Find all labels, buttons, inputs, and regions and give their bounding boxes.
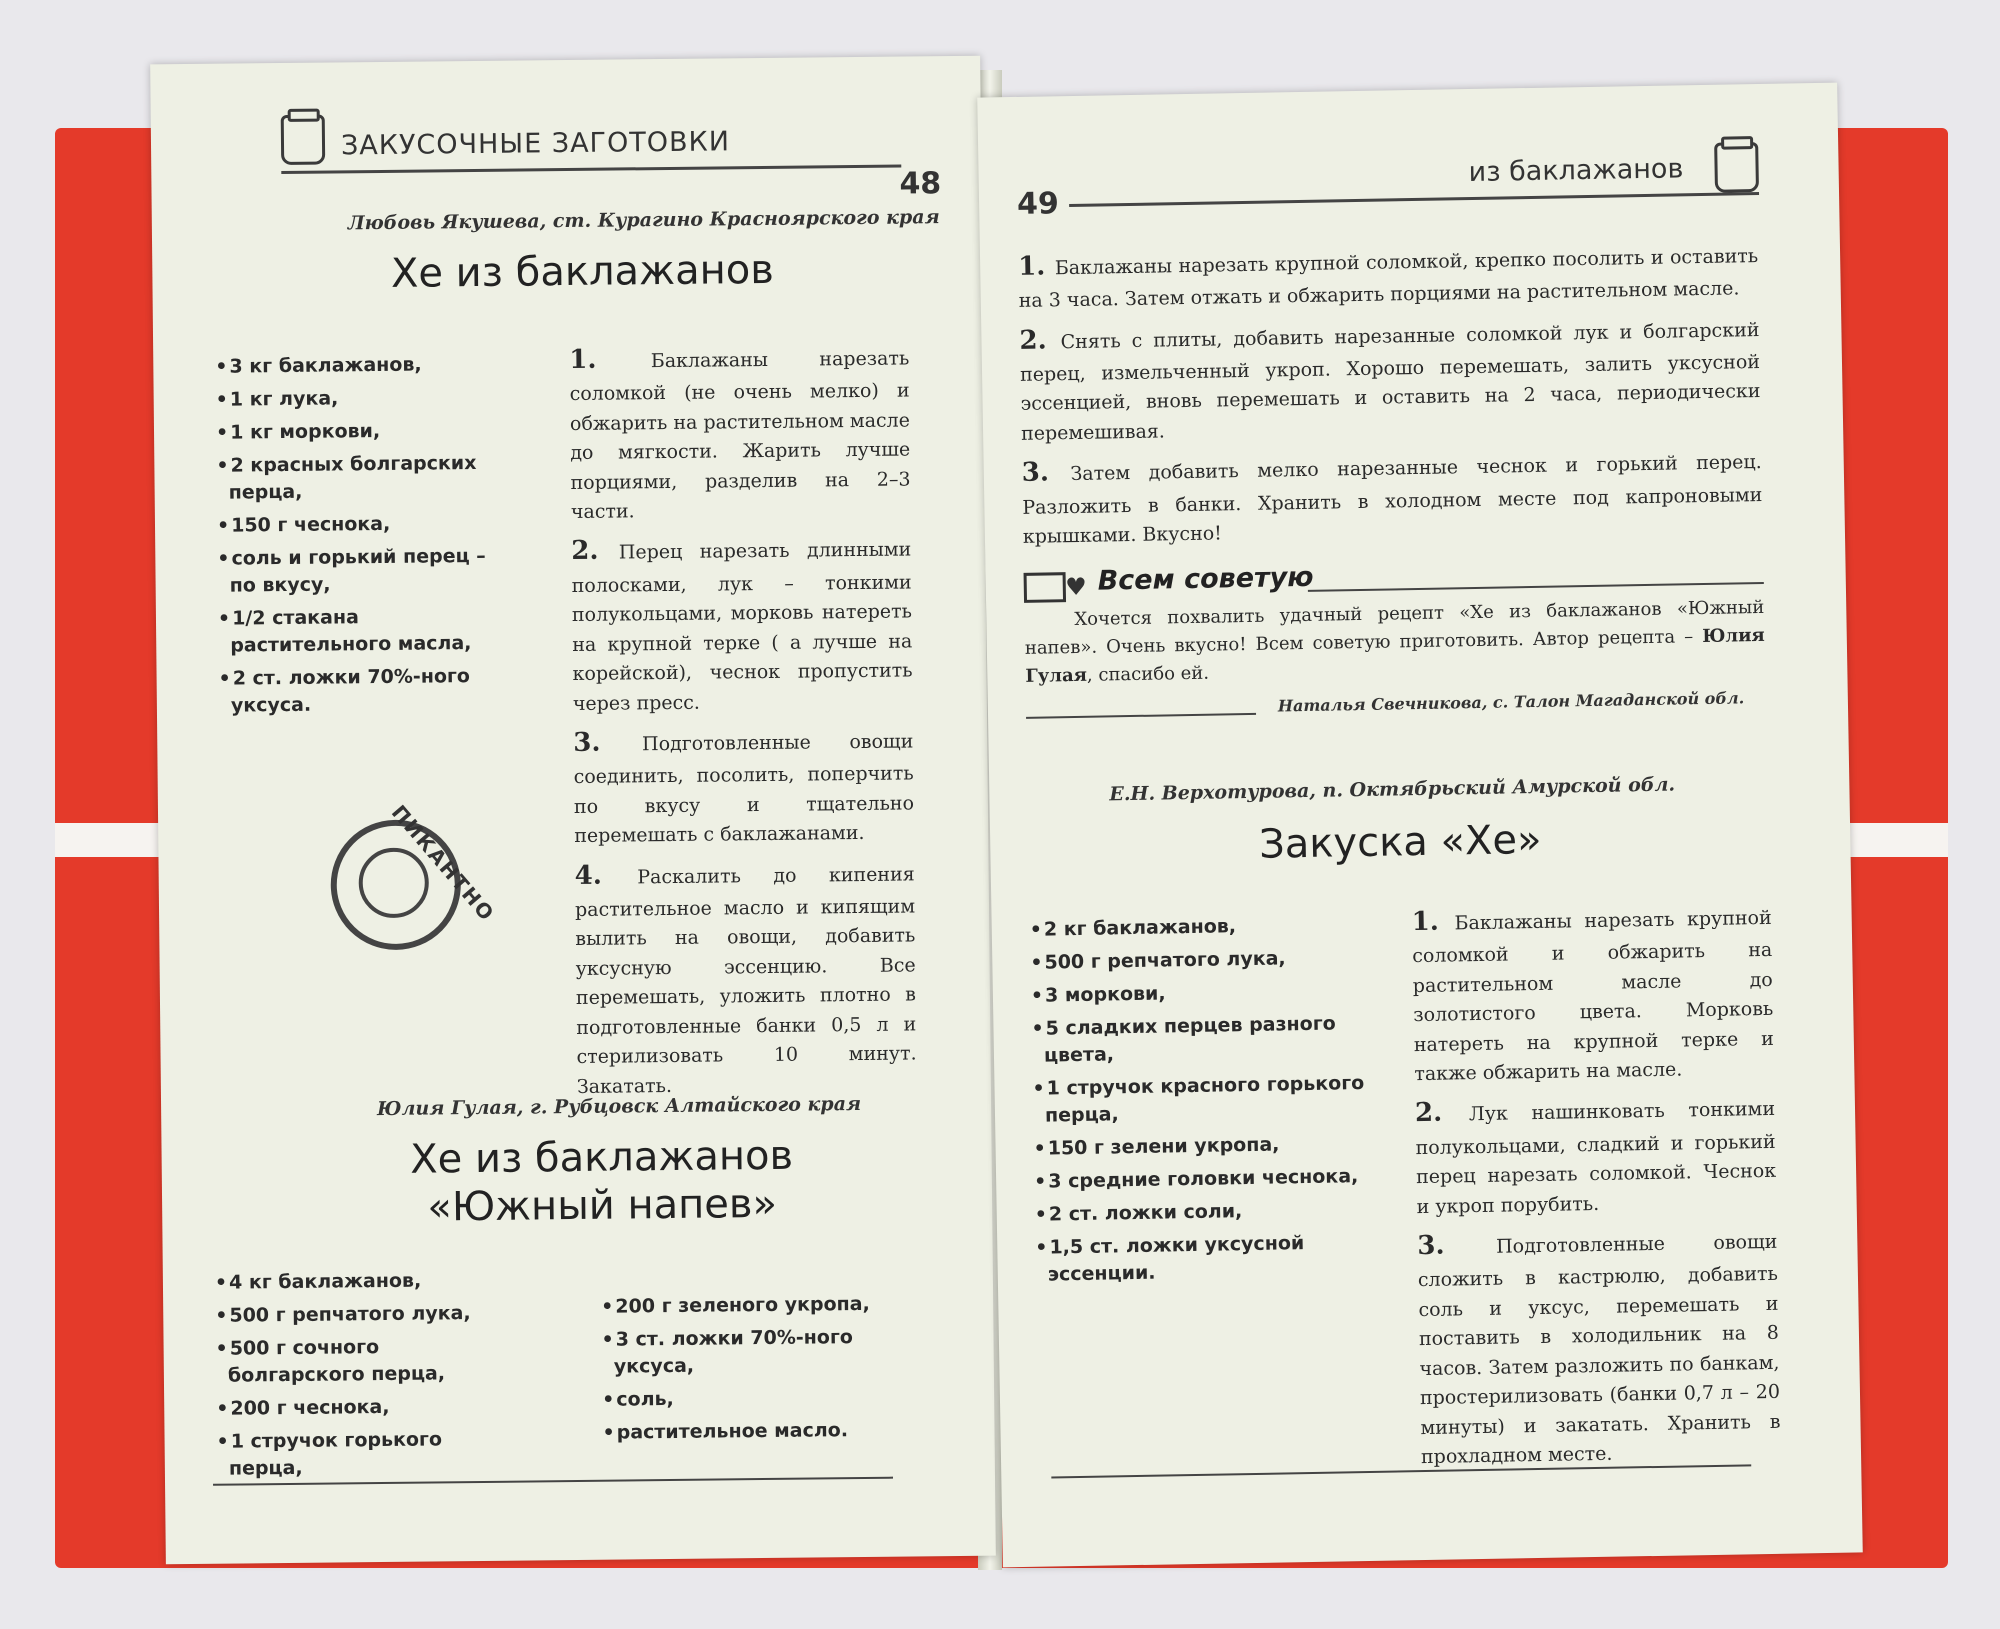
recipe3-ingredient: • 2 ст. ложки соли, [1035, 1196, 1375, 1229]
recipe3-step-text: Лук нашинковать тонкими полукольцами, сладкий и горький перец нарезать соломкой. Чеснок и укроп порубить. [1415, 1098, 1777, 1218]
recipe3-step [1417, 1220, 1781, 1473]
recipe1-ingredient: • 3 кг баклажанов, [215, 351, 495, 381]
recipe1-ingredient: • соль и горький перец – по вкусу, [217, 543, 498, 600]
recipe1-step-text: Раскалить до кипения растительное масло и кипящим вылить на овощи, добавить уксусную эссенцию. Все перемешать, уложить плотно в подготовленные банки 0,5 л и стерилизовать 10 минут. Закатать. [574, 863, 917, 1098]
recipe2-ingredient: • 200 г зеленого укропа, [601, 1290, 921, 1320]
recipe3-author: Е.Н. Верхотурова, п. Октябрьский Амурской обл. [1109, 773, 1676, 806]
recipe3-step [1411, 896, 1774, 1090]
recipe3-steps [1411, 896, 1781, 1477]
envelope-heart-icon [1024, 572, 1067, 603]
recipe1-step [569, 336, 911, 527]
recipe3-title: Закуска «Хе» [1258, 816, 1542, 868]
header-rule-right [1069, 192, 1759, 207]
recipe3-step-text: Подготовленные овощи сложить в кастрюлю, добавить соль и уксус, перемешать и поставить в холодильник на 8 часов. Затем разложить по банкам, простерилизовать (банки 0,7 л – 20 минуты) и закатать. Хранить в прохладном месте. [1417, 1230, 1781, 1469]
tip-rule [1308, 582, 1764, 592]
recipe2-step [1018, 234, 1759, 317]
recipe2-step-text: Затем добавить мелко нарезанные чеснок и горький перец. Разложить в банки. Хранить в холодном месте под капроновыми крышками. Вкусно! [1022, 451, 1763, 548]
recipe1-step [571, 528, 913, 719]
recipe1-step [574, 852, 917, 1102]
recipe2-step-number: 1. [1017, 251, 1056, 282]
left-page [150, 56, 996, 1565]
spicy-stamp [330, 819, 461, 950]
stamp-label: ПИКАНТНО [386, 800, 500, 927]
recipe3-step-text: Баклажаны нарезать крупной соломкой и обжарить на растительном масле до золотистого цвета. Морковь натереть на крупной терке и также обжарить на масле. [1412, 906, 1774, 1086]
recipe2-ingredients-col2 [601, 1290, 923, 1452]
signature-rule [1026, 713, 1256, 719]
recipe2-ingredient: • 3 ст. ложки 70%-ного уксуса, [601, 1323, 922, 1380]
recipe2-ingredient: • 4 кг баклажанов, [215, 1267, 515, 1297]
tip-author: Юлия Гулая [1025, 624, 1765, 687]
left-page-header: ЗАКУСОЧНЫЕ ЗАГОТОВКИ [340, 126, 731, 162]
recipe2-step [1019, 308, 1761, 450]
right-page-header: из баклажанов [1468, 153, 1684, 189]
right-page [977, 83, 1863, 1568]
recipe3-ingredient: • 1 стручок красного горького перца, [1032, 1070, 1373, 1130]
left-page-number: 48 [899, 166, 942, 202]
recipe3-ingredient: • 3 средние головки чеснока, [1034, 1163, 1374, 1196]
recipe1-author: Любовь Якушева, ст. Курагино Красноярского края [347, 206, 940, 235]
recipe2-step-text: Снять с плиты, добавить нарезанные соломкой лук и болгарский перец, измельченный укроп. Хорошо перемешать, залить уксусной эссенцией, вновь перемешать и оставить на 2 часа, периодически перемешивая. [1019, 318, 1761, 445]
recipe2-ingredient: • 1 стручок горького перца, [216, 1425, 517, 1482]
recipe3-step-number: 2. [1414, 1097, 1470, 1129]
recipe1-step-number: 3. [573, 727, 643, 758]
tip-text-end: , спасибо ей. [1086, 662, 1210, 686]
recipe2-ingredient: • 200 г чеснока, [216, 1393, 516, 1423]
recipe2-title-line2: «Южный напев» [427, 1180, 778, 1231]
tip-body [1024, 594, 1765, 691]
recipe2-ingredient: • 500 г сочного болгарского перца, [215, 1333, 516, 1390]
recipe2-step-number: 2. [1019, 324, 1061, 356]
recipe1-ingredients [215, 351, 499, 726]
recipe1-steps [569, 336, 917, 1105]
recipe1-step [573, 719, 914, 851]
recipe3-ingredient: • 3 моркови, [1031, 977, 1371, 1010]
recipe1-step-text: Перец нарезать длинными полосками, лук – тонкими полукольцами, морковь натереть на крупной терке ( а лучше на корейской), чеснок пропустить через пресс. [571, 538, 913, 715]
stamp-inner-ring [358, 848, 429, 919]
recipe2-ingredients-col1 [215, 1267, 517, 1489]
tip-text: Хочется похвалить удачный рецепт «Хе из баклажанов «Южный напев». Очень вкусно! Всем советую приготовить. Автор рецепта – [1024, 596, 1765, 659]
recipe2-ingredient: • соль, [602, 1383, 922, 1413]
recipe1-ingredient: • 2 ст. ложки 70%-ного уксуса. [218, 662, 499, 719]
jar-icon [281, 115, 326, 165]
tip-title: Всем советую [1097, 561, 1314, 597]
tip-signature: Наталья Свечникова, с. Талон Магаданской обл. [1277, 688, 1745, 716]
recipe1-title: Хе из баклажанов [390, 246, 775, 297]
recipe3-ingredient: • 150 г зелени укропа, [1033, 1130, 1373, 1163]
recipe2-ingredient: • 500 г репчатого лука, [215, 1300, 515, 1330]
recipe1-step-text: Баклажаны нарезать соломкой (не очень мелко) и обжарить на растительном масле до мягкости. Жарить лучше порциями, разделив на 2–3 части. [569, 347, 911, 524]
recipe2-title-line1: Хе из баклажанов [409, 1132, 794, 1183]
recipe1-step-number: 2. [571, 535, 619, 567]
recipe3-ingredient: • 500 г репчатого лука, [1030, 944, 1370, 977]
recipe1-ingredient: • 1 кг лука, [216, 384, 496, 414]
recipe3-step-number: 1. [1411, 906, 1455, 938]
recipe1-ingredient: • 1 кг моркови, [216, 417, 496, 447]
recipe2-steps [1018, 234, 1763, 556]
recipe3-ingredient: • 5 сладких перцев разного цвета, [1031, 1010, 1372, 1070]
recipe2-author: Юлия Гулая, г. Рубцовск Алтайского края [377, 1093, 862, 1121]
header-rule [281, 165, 901, 174]
jar-icon-right [1714, 142, 1759, 193]
recipe3-ingredient: • 1,5 ст. ложки уксусной эссенции. [1035, 1229, 1376, 1289]
recipe3-ingredient: • 2 кг баклажанов, [1030, 911, 1370, 944]
recipe2-step-number: 3. [1021, 457, 1071, 489]
recipe1-ingredient: • 1/2 стакана растительного масла, [218, 603, 499, 660]
recipe3-ingredients [1030, 911, 1377, 1295]
recipe1-step-number: 4. [574, 859, 638, 891]
recipe2-title [341, 1131, 862, 1232]
right-page-number: 49 [1016, 186, 1060, 222]
recipe3-step [1415, 1087, 1777, 1222]
recipe1-ingredient: • 150 г чеснока, [217, 510, 497, 540]
recipe2-step-text: Баклажаны нарезать крупной соломкой, крепко посолить и оставить на 3 часа. Затем отжать и обжарить порциями на растительном масле. [1018, 245, 1759, 313]
recipe1-step-text: Подготовленные овощи соединить, посолить, поперчить по вкусу и тщательно перемешать с баклажанами. [573, 730, 915, 848]
recipe1-ingredient: • 2 красных болгарских перца, [216, 450, 497, 507]
recipe2-step [1021, 440, 1763, 552]
recipe2-ingredient: • растительное масло. [602, 1416, 922, 1446]
recipe3-step-number: 3. [1417, 1229, 1497, 1262]
recipe1-step-number: 1. [569, 344, 651, 376]
